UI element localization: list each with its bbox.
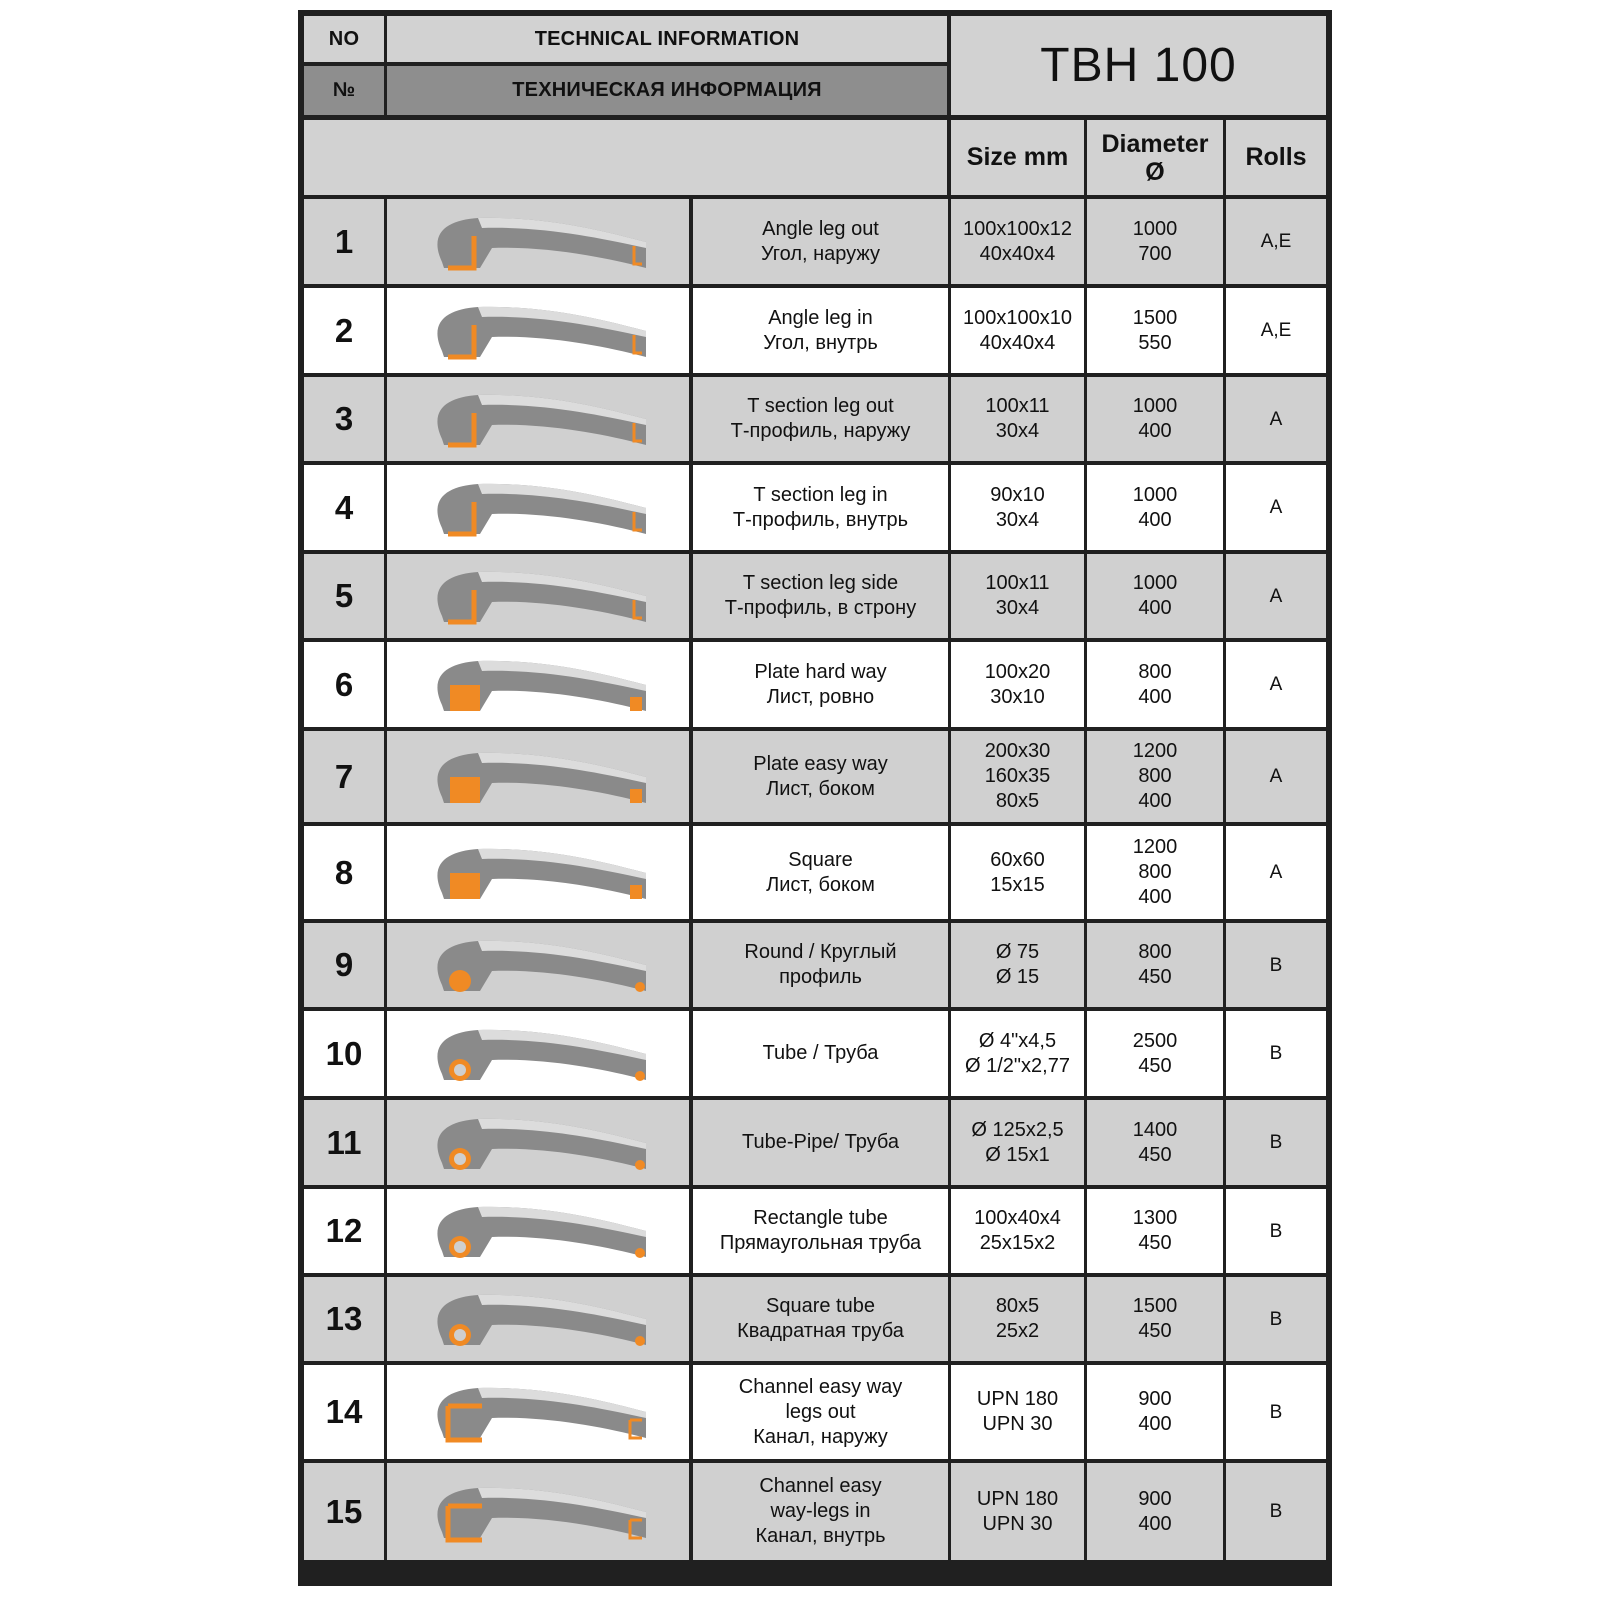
profile-image [387, 554, 689, 638]
size-mm: 100x20 30x10 [951, 642, 1084, 727]
profile-description: Angle leg in Угол, внутрь [693, 288, 948, 373]
t-section-leg-out-icon [408, 379, 668, 459]
row-number: 7 [304, 731, 384, 822]
size-mm: 100x40x4 25x15x2 [951, 1189, 1084, 1273]
row-number: 6 [304, 642, 384, 727]
rolls-value: B [1226, 1189, 1326, 1273]
tube-pipe-icon [408, 1103, 668, 1183]
diameter-value: 1000 700 [1087, 199, 1223, 284]
row-number: 11 [304, 1100, 384, 1185]
profile-description: Channel easy way legs out Канал, наружу [693, 1365, 948, 1459]
rolls-value: B [1226, 1463, 1326, 1560]
rolls-value: B [1226, 923, 1326, 1007]
rolls-value: B [1226, 1277, 1326, 1361]
profile-image [387, 923, 689, 1007]
profile-description: Round / Круглый профиль [693, 923, 948, 1007]
diameter-value: 1400 450 [1087, 1100, 1223, 1185]
rolls-value: B [1226, 1011, 1326, 1096]
profile-description: Angle leg out Угол, наружу [693, 199, 948, 284]
profile-description: Tube-Pipe/ Труба [693, 1100, 948, 1185]
profile-image [387, 1011, 689, 1096]
diameter-value: 1000 400 [1087, 465, 1223, 550]
profile-image [387, 377, 689, 461]
profile-image [387, 465, 689, 550]
diameter-value: 1200 800 400 [1087, 731, 1223, 822]
profile-description: T section leg out Т-профиль, наружу [693, 377, 948, 461]
profile-description: Plate hard way Лист, ровно [693, 642, 948, 727]
profile-image [387, 1365, 689, 1459]
channel-legs-out-icon [408, 1372, 668, 1452]
rolls-value: A [1226, 377, 1326, 461]
square-bar-icon [408, 833, 668, 913]
channel-legs-in-icon [408, 1472, 668, 1552]
row-number: 9 [304, 923, 384, 1007]
size-mm: 60x60 15x15 [951, 826, 1084, 919]
profile-description: Channel easy way-legs in Канал, внутрь [693, 1463, 948, 1560]
profile-image [387, 1463, 689, 1560]
diameter-value: 800 400 [1087, 642, 1223, 727]
column-header-rolls: Rolls [1226, 120, 1326, 195]
diameter-value: 900 400 [1087, 1463, 1223, 1560]
tube-icon [408, 1014, 668, 1094]
square-tube-icon [408, 1279, 668, 1359]
profile-description: Plate easy way Лист, боком [693, 731, 948, 822]
column-header-size: Size mm [951, 120, 1084, 195]
plate-easy-way-icon [408, 737, 668, 817]
diameter-value: 800 450 [1087, 923, 1223, 1007]
rolls-value: A,E [1226, 288, 1326, 373]
size-mm: UPN 180 UPN 30 [951, 1463, 1084, 1560]
profile-description: Square Лист, боком [693, 826, 948, 919]
column-header-blank [304, 120, 947, 195]
profile-image [387, 1189, 689, 1273]
rolls-value: A [1226, 731, 1326, 822]
row-number: 4 [304, 465, 384, 550]
diameter-value: 900 400 [1087, 1365, 1223, 1459]
angle-leg-in-icon [408, 291, 668, 371]
diameter-value: 1500 450 [1087, 1277, 1223, 1361]
profile-image [387, 288, 689, 373]
profile-image [387, 199, 689, 284]
diameter-value: 1500 550 [1087, 288, 1223, 373]
profile-description: Square tube Квадратная труба [693, 1277, 948, 1361]
angle-leg-out-icon [408, 202, 668, 282]
column-header-diameter: Diameter Ø [1087, 120, 1223, 195]
t-section-leg-in-icon [408, 468, 668, 548]
size-mm: 100x100x10 40x40x4 [951, 288, 1084, 373]
row-number: 12 [304, 1189, 384, 1273]
diameter-value: 2500 450 [1087, 1011, 1223, 1096]
rolls-value: B [1226, 1100, 1326, 1185]
row-number: 5 [304, 554, 384, 638]
profile-description: Rectangle tube Прямаугольная труба [693, 1189, 948, 1273]
row-number: 1 [304, 199, 384, 284]
header-no-en: NO [304, 16, 384, 62]
rolls-value: A [1226, 554, 1326, 638]
size-mm: 100x11 30x4 [951, 554, 1084, 638]
row-number: 8 [304, 826, 384, 919]
round-bar-icon [408, 925, 668, 1005]
size-mm: 90x10 30x4 [951, 465, 1084, 550]
rolls-value: A [1226, 465, 1326, 550]
size-mm: 80x5 25x2 [951, 1277, 1084, 1361]
header-title-en: TECHNICAL INFORMATION [387, 16, 947, 62]
row-number: 15 [304, 1463, 384, 1560]
profile-image [387, 1277, 689, 1361]
diameter-value: 1200 800 400 [1087, 826, 1223, 919]
size-mm: 100x11 30x4 [951, 377, 1084, 461]
diameter-value: 1300 450 [1087, 1189, 1223, 1273]
t-section-leg-side-icon [408, 556, 668, 636]
diameter-value: 1000 400 [1087, 377, 1223, 461]
row-number: 13 [304, 1277, 384, 1361]
profile-description: Tube / Труба [693, 1011, 948, 1096]
model-title: TBH 100 [951, 16, 1326, 115]
profile-description: T section leg in Т-профиль, внутрь [693, 465, 948, 550]
row-number: 3 [304, 377, 384, 461]
profile-image [387, 642, 689, 727]
profile-description: T section leg side Т-профиль, в строну [693, 554, 948, 638]
row-number: 10 [304, 1011, 384, 1096]
row-number: 14 [304, 1365, 384, 1459]
size-mm: UPN 180 UPN 30 [951, 1365, 1084, 1459]
profile-image [387, 731, 689, 822]
rolls-value: B [1226, 1365, 1326, 1459]
size-mm: Ø 75 Ø 15 [951, 923, 1084, 1007]
size-mm: Ø 4"x4,5 Ø 1/2"x2,77 [951, 1011, 1084, 1096]
profile-image [387, 826, 689, 919]
rolls-value: A [1226, 826, 1326, 919]
size-mm: 100x100x12 40x40x4 [951, 199, 1084, 284]
row-number: 2 [304, 288, 384, 373]
rolls-value: A [1226, 642, 1326, 727]
rectangle-tube-icon [408, 1191, 668, 1271]
size-mm: 200x30 160x35 80x5 [951, 731, 1084, 822]
size-mm: Ø 125x2,5 Ø 15x1 [951, 1100, 1084, 1185]
rolls-value: A,E [1226, 199, 1326, 284]
diameter-value: 1000 400 [1087, 554, 1223, 638]
plate-hard-way-icon [408, 645, 668, 725]
profile-image [387, 1100, 689, 1185]
technical-info-sheet [298, 10, 1332, 1586]
header-title-ru: ТЕХНИЧЕСКАЯ ИНФОРМАЦИЯ [387, 66, 947, 115]
header-no-ru: № [304, 66, 384, 115]
